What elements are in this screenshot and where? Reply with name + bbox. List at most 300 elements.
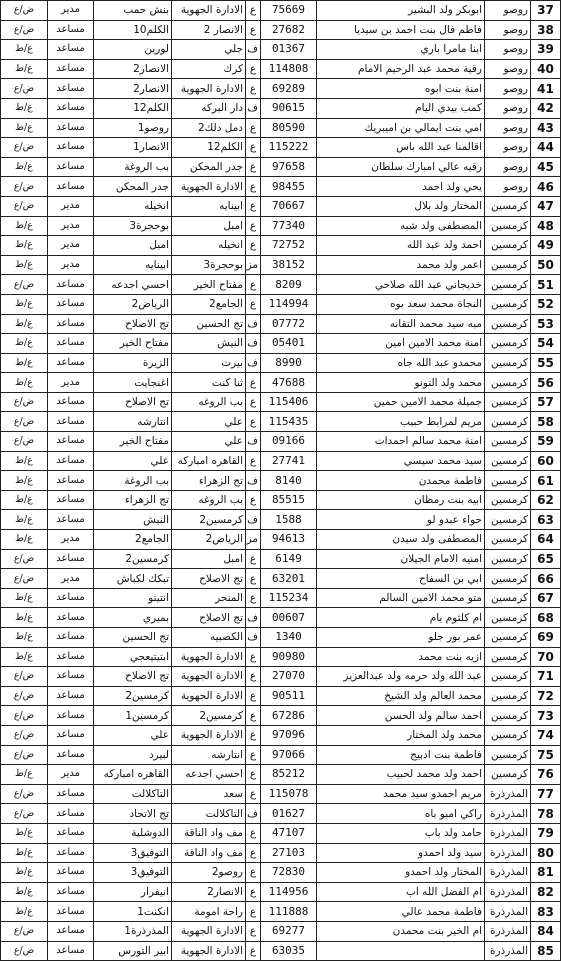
destination-school: بوحجرة3 — [172, 255, 246, 275]
destination-school: الانصار 2 — [172, 20, 246, 40]
type-cell: ع — [246, 784, 261, 804]
employee-name: ازيه بنت محمد — [317, 647, 485, 667]
employee-name: فاطمة بنت ادبيج — [317, 745, 485, 765]
type-cell: ع — [246, 177, 261, 197]
type-cell: ف — [246, 314, 261, 334]
type-cell: ع — [246, 569, 261, 589]
status-cell: ع/ط — [1, 530, 48, 550]
employee-name: فاطمة محمد عالي — [317, 902, 485, 922]
origin-school: تج الاصلاح — [94, 667, 172, 687]
region-cell: كرمسين — [485, 373, 531, 393]
rank-cell: مدير — [48, 196, 94, 216]
destination-school: القاهره امباركه — [172, 451, 246, 471]
row-number: 80 — [531, 843, 561, 863]
origin-school: تج الحسين — [94, 628, 172, 648]
destination-school: امبل — [172, 216, 246, 236]
type-cell: ع — [246, 549, 261, 569]
origin-school: بوحجرة3 — [94, 216, 172, 236]
row-number: 55 — [531, 353, 561, 373]
table-row — [1, 157, 561, 177]
rank-cell: مساعد — [48, 921, 94, 941]
employee-code: 115406 — [261, 392, 317, 412]
row-number: 77 — [531, 784, 561, 804]
row-number: 48 — [531, 216, 561, 236]
region-cell: المذرذرة — [485, 804, 531, 824]
region-cell: كرمسين — [485, 392, 531, 412]
row-number: 46 — [531, 177, 561, 197]
table-row — [1, 138, 561, 158]
employee-code: 77340 — [261, 216, 317, 236]
employee-name: محمد ولد المختار — [317, 725, 485, 745]
type-cell: ع — [246, 20, 261, 40]
type-cell: ع — [246, 451, 261, 471]
rank-cell: مساعد — [48, 784, 94, 804]
status-cell: ض/ع — [1, 275, 48, 295]
status-cell: ع/ط — [1, 59, 48, 79]
table-row — [1, 608, 561, 628]
employee-code: 75669 — [261, 1, 317, 21]
employee-code: 114956 — [261, 882, 317, 902]
row-number: 64 — [531, 530, 561, 550]
origin-school: بب الروغة — [94, 157, 172, 177]
table-row — [1, 275, 561, 295]
table-row — [1, 471, 561, 491]
rank-cell: مساعد — [48, 353, 94, 373]
status-cell: ع/ط — [1, 255, 48, 275]
origin-school: التوفيق3 — [94, 863, 172, 883]
region-cell: المذرذرة — [485, 784, 531, 804]
rank-cell: مساعد — [48, 471, 94, 491]
employee-name: امي بنت ايمالي بن اميبريك — [317, 118, 485, 138]
type-cell: ع — [246, 275, 261, 295]
status-cell: ض/ع — [1, 392, 48, 412]
region-cell: كرمسين — [485, 549, 531, 569]
rank-cell: مساعد — [48, 667, 94, 687]
employee-code: 00607 — [261, 608, 317, 628]
rank-cell: مساعد — [48, 863, 94, 883]
rank-cell: مساعد — [48, 647, 94, 667]
type-cell: ع — [246, 725, 261, 745]
employee-name: مبه سيد محمد التقانه — [317, 314, 485, 334]
row-number: 54 — [531, 334, 561, 354]
region-cell: كرمسين — [485, 608, 531, 628]
region-cell: كرمسين — [485, 294, 531, 314]
region-cell: كرمسين — [485, 725, 531, 745]
origin-school: التاكلالت — [94, 784, 172, 804]
type-cell: ع — [246, 863, 261, 883]
status-cell: ع/ط — [1, 490, 48, 510]
table-row — [1, 941, 561, 961]
status-cell: ع/ط — [1, 628, 48, 648]
employee-name: خديجاني عبد الله صلاحي — [317, 275, 485, 295]
type-cell: ع — [246, 59, 261, 79]
row-number: 65 — [531, 549, 561, 569]
employee-code: 115234 — [261, 588, 317, 608]
table-row — [1, 373, 561, 393]
rank-cell: مساعد — [48, 40, 94, 60]
origin-school: اغنجايت — [94, 373, 172, 393]
status-cell: ع/ط — [1, 40, 48, 60]
employee-code: 90615 — [261, 98, 317, 118]
status-cell: ض/ع — [1, 686, 48, 706]
origin-school: تج الاصلاح — [94, 392, 172, 412]
employee-name: اعمر ولد محمد — [317, 255, 485, 275]
status-cell: ع/ط — [1, 157, 48, 177]
destination-school: الادارة الجهوية — [172, 177, 246, 197]
employee-code: 47107 — [261, 823, 317, 843]
employee-code: 97096 — [261, 725, 317, 745]
status-cell: ض/ع — [1, 20, 48, 40]
table-row — [1, 236, 561, 256]
employee-code: 6149 — [261, 549, 317, 569]
region-cell: كرمسين — [485, 510, 531, 530]
employee-name: عبد الله ولد حرمه ولد عبدالعزيز — [317, 667, 485, 687]
destination-school: الادارة الجهوية — [172, 79, 246, 99]
type-cell: ع — [246, 843, 261, 863]
region-cell: كرمسين — [485, 216, 531, 236]
row-number: 43 — [531, 118, 561, 138]
rank-cell: مدير — [48, 1, 94, 21]
origin-school: انتارشه — [94, 412, 172, 432]
origin-school: لبيرد — [94, 745, 172, 765]
table-row — [1, 353, 561, 373]
destination-school: الكلم12 — [172, 138, 246, 158]
type-cell: ع — [246, 79, 261, 99]
status-cell: ض/ع — [1, 196, 48, 216]
rank-cell: مساعد — [48, 725, 94, 745]
destination-school: انتارشه — [172, 745, 246, 765]
rank-cell: مساعد — [48, 804, 94, 824]
employee-name: المختار ولد بلال — [317, 196, 485, 216]
destination-school: الرياض2 — [172, 530, 246, 550]
status-cell: ع/ط — [1, 765, 48, 785]
region-cell: روصو — [485, 1, 531, 21]
rank-cell: مدير — [48, 765, 94, 785]
employee-name: عمر بور جلو — [317, 628, 485, 648]
table-row — [1, 530, 561, 550]
employee-name: كمب بيدي اليام — [317, 98, 485, 118]
status-cell: ع/ط — [1, 334, 48, 354]
status-cell: ض/ع — [1, 549, 48, 569]
destination-school: تج الاصلاح — [172, 608, 246, 628]
origin-school: انكنت1 — [94, 902, 172, 922]
status-cell: ض/ع — [1, 177, 48, 197]
region-cell: كرمسين — [485, 490, 531, 510]
employee-code: 8990 — [261, 353, 317, 373]
region-cell: كرمسين — [485, 745, 531, 765]
region-cell: كرمسين — [485, 412, 531, 432]
status-cell: ع/ط — [1, 236, 48, 256]
employee-code: 115435 — [261, 412, 317, 432]
destination-school: دار البركه — [172, 98, 246, 118]
table-row — [1, 451, 561, 471]
type-cell: ع — [246, 490, 261, 510]
type-cell: ف — [246, 804, 261, 824]
table-body — [1, 1, 561, 961]
table-row — [1, 510, 561, 530]
row-number: 66 — [531, 569, 561, 589]
origin-school: الكلم12 — [94, 98, 172, 118]
rank-cell: مساعد — [48, 177, 94, 197]
employee-code: 47688 — [261, 373, 317, 393]
origin-school: مفتاح الخير — [94, 334, 172, 354]
table-row — [1, 902, 561, 922]
origin-school: مفتاح الخير — [94, 432, 172, 452]
table-row — [1, 177, 561, 197]
region-cell: روصو — [485, 118, 531, 138]
type-cell: ف — [246, 471, 261, 491]
type-cell: ف — [246, 432, 261, 452]
table-row — [1, 294, 561, 314]
employee-code: 07772 — [261, 314, 317, 334]
destination-school: مف واد الناقة — [172, 823, 246, 843]
destination-school: الانصار2 — [172, 882, 246, 902]
region-cell: كرمسين — [485, 588, 531, 608]
table-row — [1, 59, 561, 79]
type-cell: ف — [246, 40, 261, 60]
region-cell: كرمسين — [485, 530, 531, 550]
row-number: 45 — [531, 157, 561, 177]
employee-code: 8140 — [261, 471, 317, 491]
employee-name: يحي ولد احمد — [317, 177, 485, 197]
rank-cell: مدير — [48, 255, 94, 275]
table-row — [1, 863, 561, 883]
employee-code: 27741 — [261, 451, 317, 471]
rank-cell: مساعد — [48, 314, 94, 334]
employee-name: حامد ولد باب — [317, 823, 485, 843]
status-cell: ع/ط — [1, 98, 48, 118]
region-cell: كرمسين — [485, 236, 531, 256]
destination-school: كرمسين2 — [172, 706, 246, 726]
type-cell: ع — [246, 765, 261, 785]
employee-name: امنة بنت ابوه — [317, 79, 485, 99]
employee-code: 05401 — [261, 334, 317, 354]
rank-cell: مساعد — [48, 745, 94, 765]
origin-school: علي — [94, 725, 172, 745]
employee-name: امنة محمد الامين امين — [317, 334, 485, 354]
employee-name: مريم احمدو سيد محمد — [317, 784, 485, 804]
row-number: 40 — [531, 59, 561, 79]
employee-name — [317, 941, 485, 961]
table-row — [1, 1, 561, 21]
origin-school: تج الاتحاد — [94, 804, 172, 824]
employee-name: امنة محمد سالم احمدات — [317, 432, 485, 452]
employee-code: 27070 — [261, 667, 317, 687]
employee-name: المصطفى ولد شبه — [317, 216, 485, 236]
region-cell: روصو — [485, 138, 531, 158]
table-row — [1, 392, 561, 412]
employee-code: 72752 — [261, 236, 317, 256]
rank-cell: مدير — [48, 373, 94, 393]
origin-school: تج الزهراء — [94, 490, 172, 510]
row-number: 38 — [531, 20, 561, 40]
employee-code: 1588 — [261, 510, 317, 530]
employee-name: سيد ولد احمدو — [317, 843, 485, 863]
rank-cell: مساعد — [48, 118, 94, 138]
region-cell: روصو — [485, 59, 531, 79]
status-cell: ع/ط — [1, 608, 48, 628]
type-cell: ع — [246, 921, 261, 941]
region-cell: كرمسين — [485, 196, 531, 216]
row-number: 72 — [531, 686, 561, 706]
employee-name: جميلة محمد الامين حمين — [317, 392, 485, 412]
origin-school: كرمسين1 — [94, 706, 172, 726]
table-row — [1, 569, 561, 589]
region-cell: المذرذرة — [485, 823, 531, 843]
employee-name: سيد محمد سيسي — [317, 451, 485, 471]
rank-cell: مساعد — [48, 628, 94, 648]
row-number: 73 — [531, 706, 561, 726]
table-row — [1, 706, 561, 726]
type-cell: ع — [246, 196, 261, 216]
employee-name: ابي بن السفاح — [317, 569, 485, 589]
row-number: 59 — [531, 432, 561, 452]
row-number: 70 — [531, 647, 561, 667]
destination-school: الجامع2 — [172, 294, 246, 314]
type-cell: ع — [246, 118, 261, 138]
destination-school: تج الاصلاح — [172, 569, 246, 589]
origin-school: انخيله — [94, 196, 172, 216]
type-cell: ع — [246, 294, 261, 314]
employee-name: ام الخير بنت محمدن — [317, 921, 485, 941]
row-number: 56 — [531, 373, 561, 393]
status-cell: ض/ع — [1, 667, 48, 687]
region-cell: كرمسين — [485, 471, 531, 491]
type-cell: ع — [246, 373, 261, 393]
employee-code: 01627 — [261, 804, 317, 824]
origin-school: بنش حمب — [94, 1, 172, 21]
region-cell: كرمسين — [485, 255, 531, 275]
destination-school: سعد — [172, 784, 246, 804]
origin-school: ابير التورس — [94, 941, 172, 961]
region-cell: المذرذرة — [485, 941, 531, 961]
row-number: 82 — [531, 882, 561, 902]
rank-cell: مساعد — [48, 451, 94, 471]
region-cell: روصو — [485, 98, 531, 118]
region-cell: كرمسين — [485, 451, 531, 471]
employee-name: فاطمة محمدن — [317, 471, 485, 491]
employee-name: المختار ولد احمدو — [317, 863, 485, 883]
status-cell: ض/ع — [1, 1, 48, 21]
status-cell: ع/ط — [1, 471, 48, 491]
status-cell: ع/ط — [1, 118, 48, 138]
destination-school: المنحر — [172, 588, 246, 608]
row-number: 74 — [531, 725, 561, 745]
row-number: 83 — [531, 902, 561, 922]
destination-school: تج الحسين — [172, 314, 246, 334]
type-cell: مز — [246, 255, 261, 275]
table-row — [1, 686, 561, 706]
destination-school: روصو2 — [172, 863, 246, 883]
origin-school: الكلم10 — [94, 20, 172, 40]
region-cell: كرمسين — [485, 706, 531, 726]
destination-school: مفتاح الخير — [172, 275, 246, 295]
table-row — [1, 79, 561, 99]
employee-name: احمد سالم ولد الحسن — [317, 706, 485, 726]
row-number: 85 — [531, 941, 561, 961]
origin-school: الزيرة — [94, 353, 172, 373]
row-number: 50 — [531, 255, 561, 275]
row-number: 76 — [531, 765, 561, 785]
rank-cell: مساعد — [48, 608, 94, 628]
destination-school: الادارة الجهوية — [172, 941, 246, 961]
region-cell: المذرذرة — [485, 843, 531, 863]
rank-cell: مساعد — [48, 882, 94, 902]
table-row — [1, 40, 561, 60]
status-cell: ع/ط — [1, 314, 48, 334]
type-cell: ع — [246, 236, 261, 256]
table-row — [1, 196, 561, 216]
row-number: 67 — [531, 588, 561, 608]
status-cell: ض/ع — [1, 569, 48, 589]
table-row — [1, 804, 561, 824]
origin-school: الجامع2 — [94, 530, 172, 550]
origin-school: كرمسين2 — [94, 686, 172, 706]
status-cell: ض/ع — [1, 784, 48, 804]
rank-cell: مساعد — [48, 823, 94, 843]
employee-name: ابوبكر ولد البشير — [317, 1, 485, 21]
destination-school: بيرت — [172, 353, 246, 373]
row-number: 44 — [531, 138, 561, 158]
rank-cell: مساعد — [48, 549, 94, 569]
region-cell: كرمسين — [485, 569, 531, 589]
rank-cell: مساعد — [48, 941, 94, 961]
destination-school: جدر المحكن — [172, 157, 246, 177]
table-row — [1, 628, 561, 648]
destination-school: الادارة الجهوية — [172, 1, 246, 21]
rank-cell: مساعد — [48, 98, 94, 118]
employee-name: رقيه عالي امبارك سلطان — [317, 157, 485, 177]
region-cell: المذرذرة — [485, 863, 531, 883]
region-cell: كرمسين — [485, 353, 531, 373]
status-cell: ع/ط — [1, 216, 48, 236]
region-cell: روصو — [485, 177, 531, 197]
employee-name: محمد ولد التونو — [317, 373, 485, 393]
type-cell: ف — [246, 608, 261, 628]
table-row — [1, 882, 561, 902]
employee-name: اقالمنا عبد الله باس — [317, 138, 485, 158]
status-cell: ع/ط — [1, 882, 48, 902]
employee-name: محمدو عبد الله جاه — [317, 353, 485, 373]
row-number: 78 — [531, 804, 561, 824]
employee-code: 01367 — [261, 40, 317, 60]
status-cell: ض/ع — [1, 138, 48, 158]
table-row — [1, 255, 561, 275]
origin-school: بميري — [94, 608, 172, 628]
employee-code: 63201 — [261, 569, 317, 589]
table-row — [1, 314, 561, 334]
origin-school: لورين — [94, 40, 172, 60]
status-cell: ع/ط — [1, 373, 48, 393]
destination-school: انخيله — [172, 236, 246, 256]
employee-name: حواء عبدو لو — [317, 510, 485, 530]
rank-cell: مساعد — [48, 706, 94, 726]
region-cell: روصو — [485, 157, 531, 177]
employee-name: النجاة محمد سعد بوه — [317, 294, 485, 314]
table-row — [1, 98, 561, 118]
origin-school: الانصار1 — [94, 138, 172, 158]
status-cell: ض/ع — [1, 941, 48, 961]
table-row — [1, 647, 561, 667]
row-number: 53 — [531, 314, 561, 334]
origin-school: النيش — [94, 510, 172, 530]
employee-name: محمد العالم ولد الشيخ — [317, 686, 485, 706]
origin-school: القاهره امباركه — [94, 765, 172, 785]
destination-school: كرمسين2 — [172, 510, 246, 530]
employee-code: 27103 — [261, 843, 317, 863]
type-cell: مز — [246, 530, 261, 550]
destination-school: كرك — [172, 59, 246, 79]
